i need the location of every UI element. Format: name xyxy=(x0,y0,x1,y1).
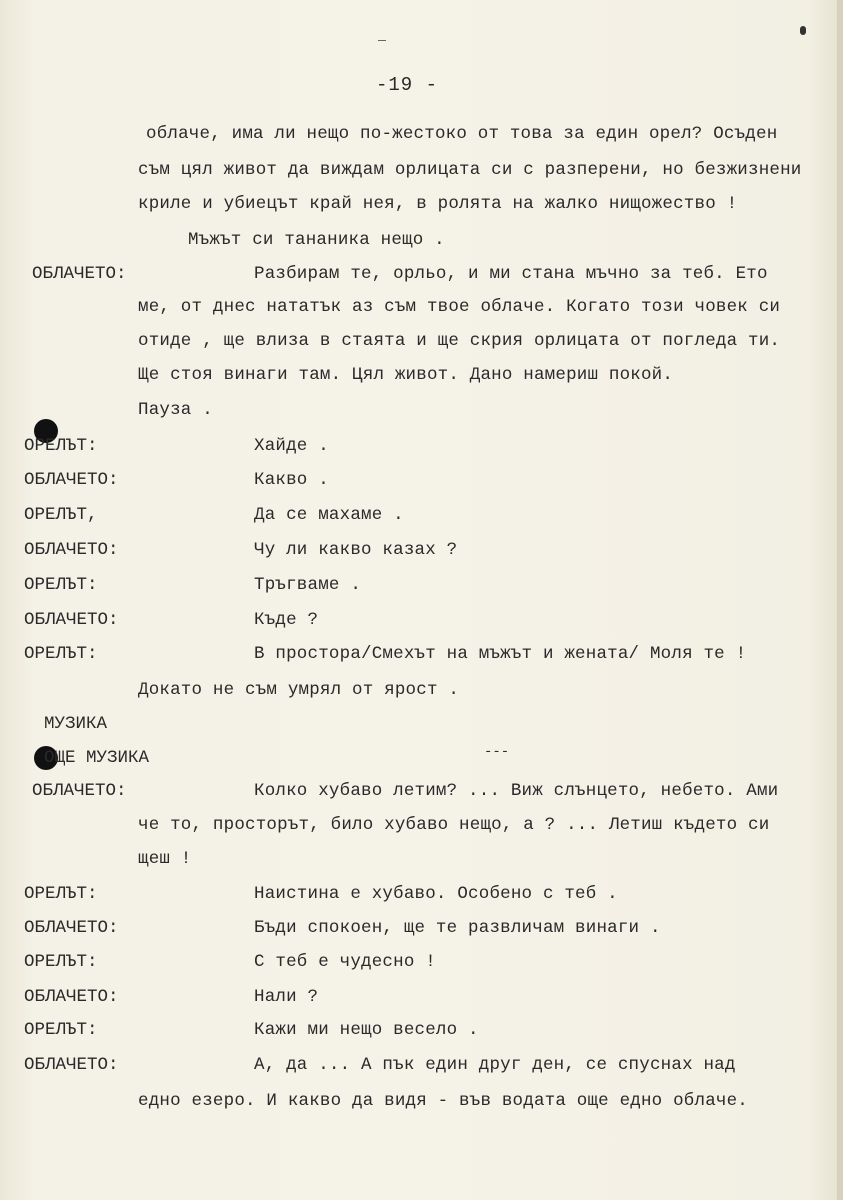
text-line: Ще стоя винаги там. Цял живот. Дано намериш покой. xyxy=(138,365,674,385)
dialogue-line: Къде ? xyxy=(254,610,319,630)
speaker-label: ОРЕЛЪТ: xyxy=(24,644,98,664)
speaker-label: ОБЛАЧЕТО: xyxy=(32,264,127,284)
dialogue-line: В простора/Смехът на мъжът и жената/ Моля те ! xyxy=(254,644,747,664)
speaker-label: ОРЕЛЪТ: xyxy=(24,884,98,904)
stage-direction: Пауза . xyxy=(138,400,213,420)
paper-edge xyxy=(837,0,843,1200)
text-line: отиде , ще влиза в стаята и ще скрия орлицата от погледа ти. xyxy=(138,331,781,351)
speaker-label: ОБЛАЧЕТО: xyxy=(32,781,127,801)
top-mark xyxy=(378,40,386,41)
speaker-label: ОБЛАЧЕТО: xyxy=(24,1055,119,1075)
text-line: че то, просторът, било хубаво нещо, а ? ... Летиш където си xyxy=(138,815,770,835)
text-line: облаче, има ли нещо по-жестоко от това за един орел? Осъден xyxy=(146,124,778,144)
dialogue-line: Тръгваме . xyxy=(254,575,362,595)
speaker-label: ОБЛАЧЕТО: xyxy=(24,987,119,1007)
dialogue-line: Кажи ми нещо весело . xyxy=(254,1020,479,1040)
speaker-label: ОБЛАЧЕТО: xyxy=(24,918,119,938)
text-line: Колко хубаво летим? ... Виж слънцето, небето. Ами xyxy=(254,781,779,801)
dash-mark: --- xyxy=(484,744,510,760)
text-line: А, да ... А пък един друг ден, се спуснах над xyxy=(254,1055,736,1075)
music-cue: МУЗИКА xyxy=(44,714,108,734)
dialogue-line: Нали ? xyxy=(254,987,319,1007)
dialogue-line: Бъди спокоен, ще те развличам винаги . xyxy=(254,918,661,938)
stage-direction: Мъжът си тананика нещо . xyxy=(188,230,445,250)
speaker-label: ОРЕЛЪТ, xyxy=(24,505,98,525)
dialogue-line: Наистина е хубаво. Особено с теб . xyxy=(254,884,618,904)
speaker-label: ОРЕЛЪТ: xyxy=(24,436,98,456)
dialogue-line: Да се махаме . xyxy=(254,505,404,525)
speaker-label: ОБЛАЧЕТО: xyxy=(24,610,119,630)
speaker-label: ОБЛАЧЕТО: xyxy=(24,540,119,560)
ink-speck xyxy=(800,26,806,35)
text-line: щеш ! xyxy=(138,849,192,869)
dialogue-line: Хайде . xyxy=(254,436,329,456)
speaker-label: ОРЕЛЪТ: xyxy=(24,952,98,972)
page-number: -19 - xyxy=(376,74,439,96)
text-line: Докато не съм умрял от ярост . xyxy=(138,680,460,700)
dialogue-line: Какво . xyxy=(254,470,329,490)
dialogue-line: С теб е чудесно ! xyxy=(254,952,436,972)
text-line: едно езеро. И какво да видя - във водата още едно облаче. xyxy=(138,1091,748,1111)
speaker-label: ОБЛАЧЕТО: xyxy=(24,470,119,490)
speaker-label: ОРЕЛЪТ: xyxy=(24,1020,98,1040)
text-line: ме, от днес нататък аз съм твое облаче. Когато този човек си xyxy=(138,297,781,317)
music-cue: ОЩЕ МУЗИКА xyxy=(44,748,150,768)
text-line: съм цял живот да виждам орлицата си с разперени, но безжизнени xyxy=(138,160,802,180)
speaker-label: ОРЕЛЪТ: xyxy=(24,575,98,595)
text-line: криле и убиецът край нея, в ролята на жалко нищожество ! xyxy=(138,194,738,214)
text-line: Разбирам те, орльо, и ми стана мъчно за теб. Ето xyxy=(254,264,768,284)
dialogue-line: Чу ли какво казах ? xyxy=(254,540,458,560)
